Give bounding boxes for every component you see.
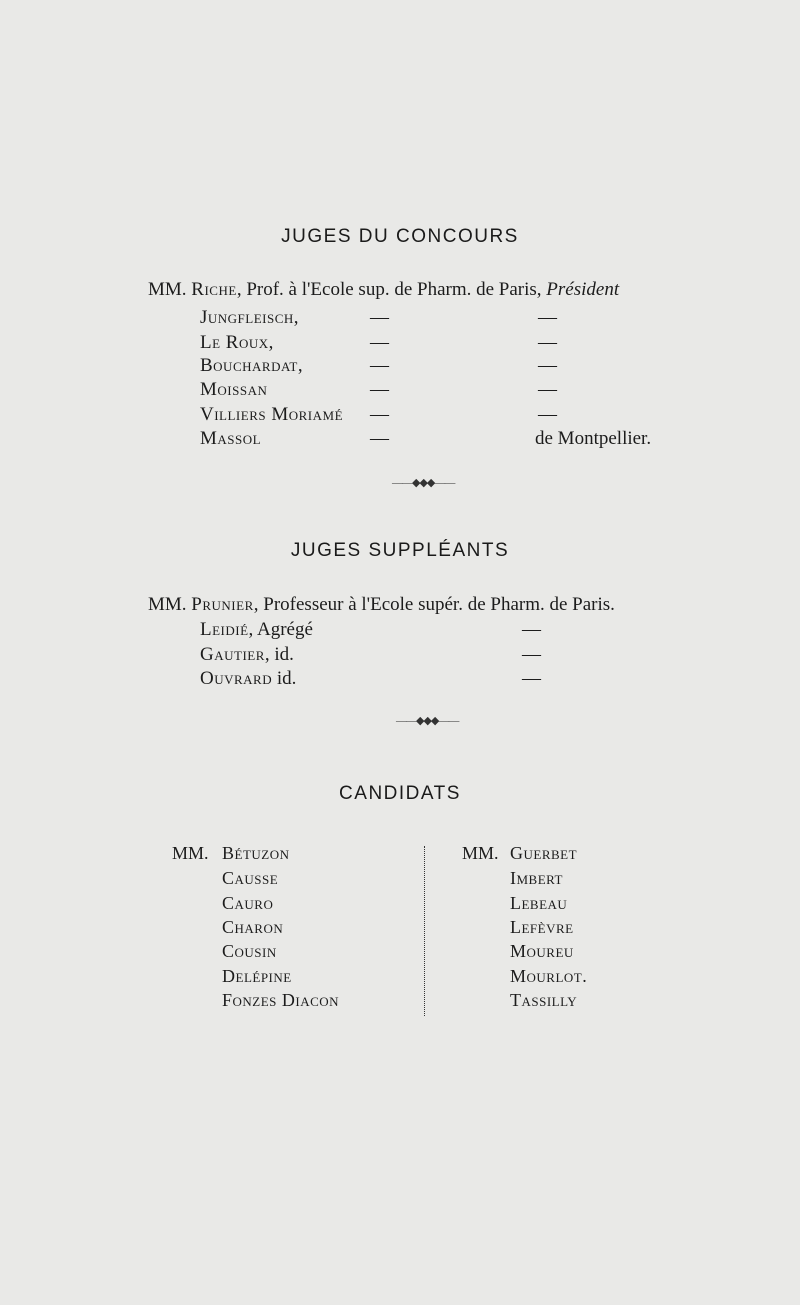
judge-role: Président (546, 279, 620, 300)
candidate-name: Charon (222, 917, 284, 937)
judge-name: Massol (200, 428, 262, 449)
ornament-divider: ——◆◆◆—— (392, 477, 455, 489)
substitute-row (200, 644, 294, 666)
substitutes-heading: JUGES SUPPLÉANTS (290, 540, 510, 561)
judge-name: Riche (191, 279, 237, 300)
judges-heading: JUGES DU CONCOURS (281, 226, 519, 247)
substitute-row (148, 594, 615, 616)
judge-row (148, 279, 619, 301)
substitute-detail: , Professeur à l'Ecole supér. de Pharm. de Paris. (253, 594, 615, 615)
judge-affiliation: de Montpellier. (535, 428, 652, 449)
candidate-name: Cousin (222, 941, 277, 961)
ditto-mark: — (370, 428, 389, 449)
substitute-name: Gautier (200, 644, 265, 665)
judge-detail: , Prof. à l'Ecole sup. de Pharm. de Paris, (236, 279, 542, 300)
ditto-mark: — (538, 404, 557, 425)
substitute-detail: , id. (264, 644, 294, 665)
substitute-name: Ouvrard (200, 668, 273, 689)
ditto-mark: — (522, 619, 541, 640)
substitute-name: Prunier (191, 594, 254, 615)
candidate-name: Causse (222, 868, 279, 888)
judge-name: Jungfleisch, (200, 307, 300, 328)
candidate-name: Guerbet (510, 843, 578, 863)
ditto-mark: — (370, 307, 389, 328)
ditto-mark: — (538, 332, 557, 353)
ditto-mark: — (370, 379, 389, 400)
judge-name: Moissan (200, 379, 268, 400)
judge-name: Villiers Moriamé (200, 404, 344, 425)
candidate-name: Lebeau (510, 893, 568, 913)
candidate-name: Cauro (222, 893, 274, 913)
candidate-name: Tassilly (510, 990, 578, 1010)
substitute-detail: id. (272, 668, 297, 689)
mm-label: MM. (148, 279, 187, 300)
ornament-divider: ——◆◆◆—— (396, 715, 459, 727)
substitute-row (200, 619, 313, 641)
substitute-row (200, 668, 296, 690)
candidate-name: Delépine (222, 966, 292, 986)
substitute-name: Leidié (200, 619, 249, 640)
candidates-heading: CANDIDATS (339, 783, 461, 804)
column-brace (424, 846, 427, 1016)
mm-label: MM. (172, 843, 209, 863)
ditto-mark: — (370, 404, 389, 425)
judge-name: Le Roux, (200, 332, 274, 353)
mm-label: MM. (462, 843, 499, 863)
ditto-mark: — (538, 307, 557, 328)
substitute-detail: , Agrégé (248, 619, 313, 640)
ditto-mark: — (538, 379, 557, 400)
judge-name: Bouchardat, (200, 355, 304, 376)
candidate-name: Fonzes Diacon (222, 990, 340, 1010)
ditto-mark: — (370, 332, 389, 353)
ditto-mark: — (522, 668, 541, 689)
candidate-name: Bétuzon (222, 843, 290, 863)
candidate-name: Lefèvre (510, 917, 574, 937)
mm-label: MM. (148, 594, 187, 615)
ditto-mark: — (538, 355, 557, 376)
candidate-name: Moureu (510, 941, 574, 961)
ditto-mark: — (522, 644, 541, 665)
candidate-name: Imbert (510, 868, 563, 888)
candidate-name: Mourlot. (510, 966, 588, 986)
ditto-mark: — (370, 355, 389, 376)
